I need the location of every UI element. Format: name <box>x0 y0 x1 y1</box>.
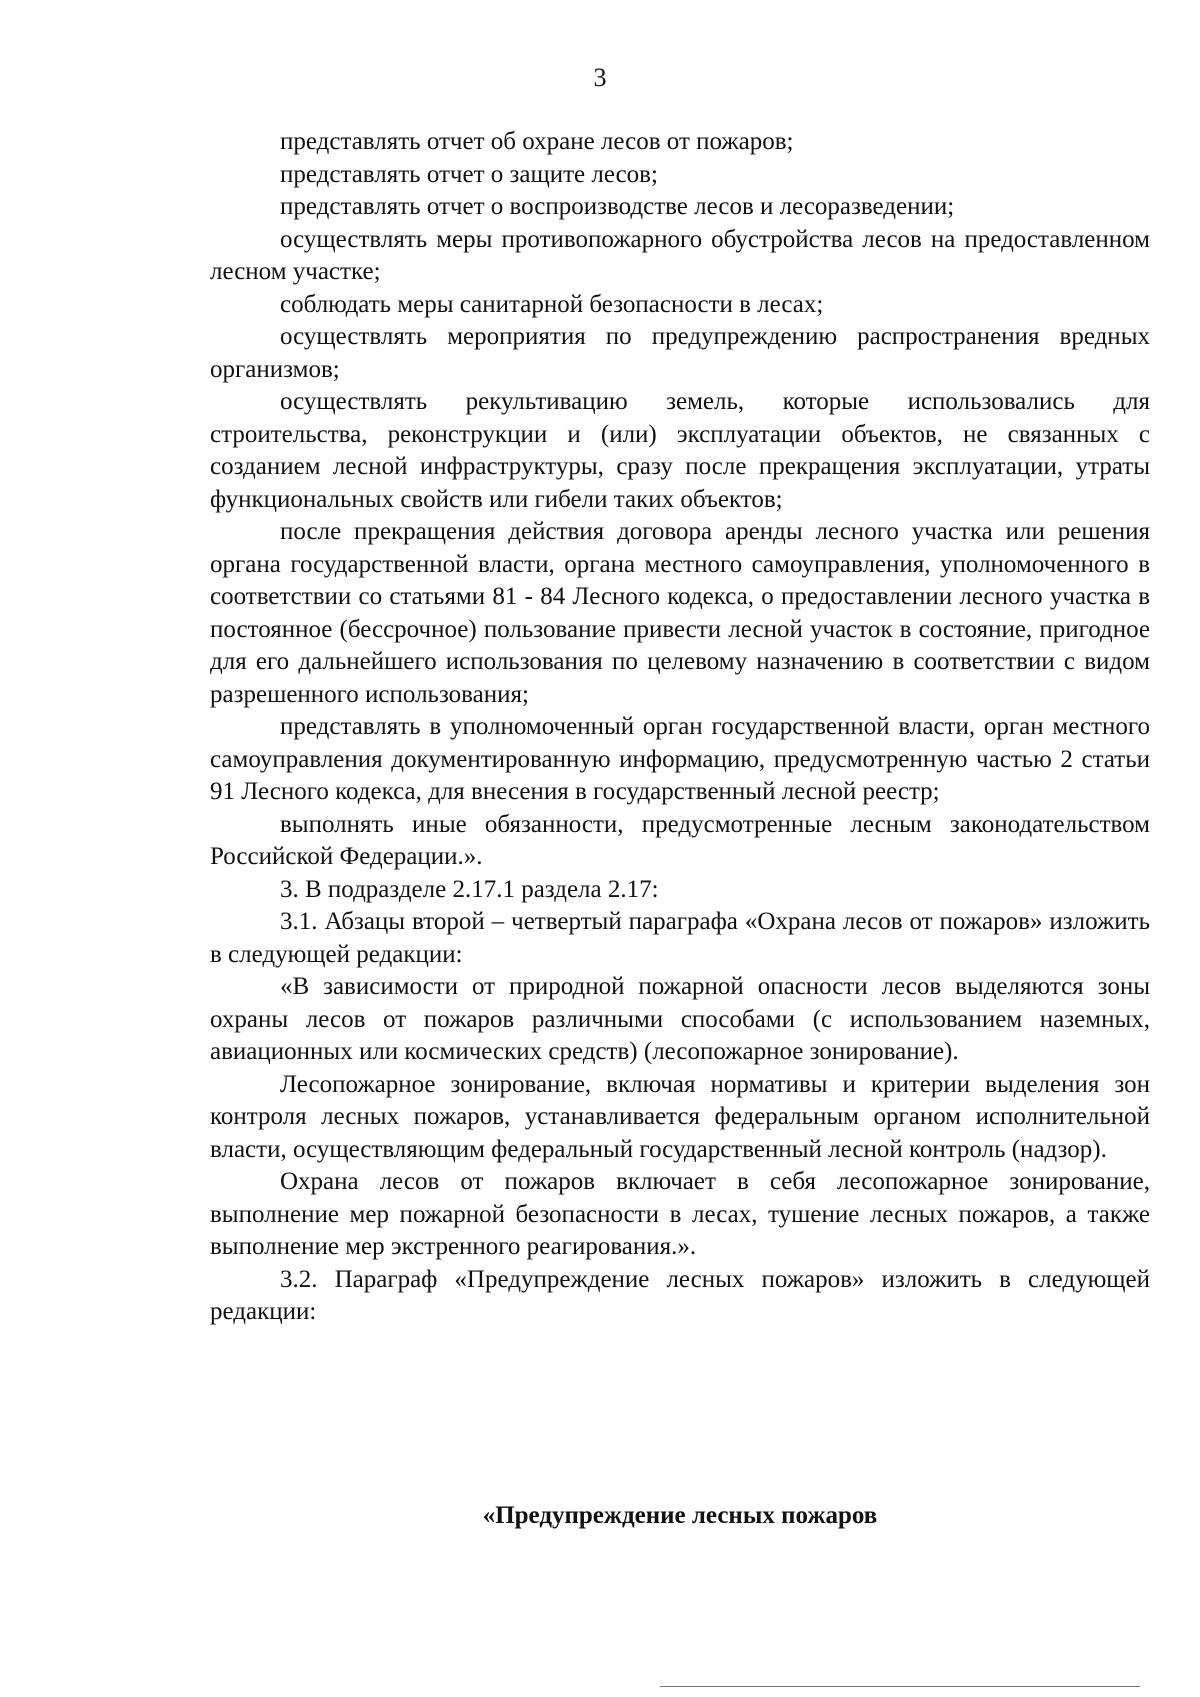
paragraph-fire-report: представлять отчет об охране лесов от пожаров; <box>280 128 794 155</box>
bottom-divider <box>660 1686 1140 1687</box>
paragraph-item-3-2: 3.2. Параграф «Предупреждение лесных пожаров» изложить в следующей редакции: <box>210 1265 1150 1325</box>
page-number: 3 <box>593 63 607 92</box>
paragraph-fire-zones: «В зависимости от природной пожарной опасности лесов выделяются зоны охраны лесов от пожаров различными способами (с использованием наземных, авиационных или космических средств) (лесопожарное зонирование). <box>210 973 1150 1065</box>
paragraph-fire-protection-includes: Охрана лесов от пожаров включает в себя лесопожарное зонирование, выполнение мер пожарной безопасности в лесах, тушение лесных пожаров, а также выполнение мер экстренного реагирования.». <box>210 1168 1150 1260</box>
document-body <box>210 126 1150 1329</box>
paragraph-harmful-organisms: осуществлять мероприятия по предупреждению распространения вредных организмов; <box>210 323 1150 383</box>
paragraph-lease-termination: после прекращения действия договора аренды лесного участка или решения органа государственной власти, органа местного самоуправления, уполномоченного в соответствии со статьями 81 - 84 Лесного кодекса, о предоставлении лесного участка в постоянное (бессрочное) пользование привести лесной участок в состояние, пригодное для его дальнейшего использования по целевому назначению в соответствии с видом разрешенного использования; <box>210 518 1150 708</box>
paragraph-registry-information: представлять в уполномоченный орган государственной власти, орган местного самоуправления документированную информацию, предусмотренную частью 2 статьи 91 Лесного кодекса, для внесения в государственный лесной реестр; <box>210 713 1150 805</box>
paragraph-fire-zoning: Лесопожарное зонирование, включая нормативы и критерии выделения зон контроля лесных пожаров, устанавливается федеральным органом исполнительной власти, осуществляющим федеральный государственный лесной контроль (надзор). <box>210 1070 1150 1163</box>
paragraph-item-3-1: 3.1. Абзацы второй – четвертый параграфа «Охрана лесов от пожаров» изложить в следующей редакции: <box>210 908 1150 968</box>
paragraph-reproduction-report: представлять отчет о воспроизводстве лесов и лесоразведении; <box>280 193 955 220</box>
section-heading: «Предупреждение лесных пожаров <box>482 1502 878 1529</box>
paragraph-land-recultivation: осуществлять рекультивацию земель, которые использовались для строительства, реконструкции и (или) эксплуатации объектов, не связанных с созданием лесной инфраструктуры, сразу после прекращения эксплуатации, утраты функциональных свойств или гибели таких объектов; <box>210 388 1150 513</box>
paragraph-protection-report: представлять отчет о защите лесов; <box>280 160 658 188</box>
paragraph-fire-prevention-measures: осуществлять меры противопожарного обустройства лесов на предоставленном лесном участке; <box>210 225 1150 285</box>
paragraph-other-duties: выполнять иные обязанности, предусмотренные лесным законодательством Российской Федерации.». <box>210 810 1150 870</box>
paragraph-sanitary-measures: соблюдать меры санитарной безопасности в лесах; <box>280 290 824 318</box>
paragraph-item-3: 3. В подразделе 2.17.1 раздела 2.17: <box>280 875 659 903</box>
